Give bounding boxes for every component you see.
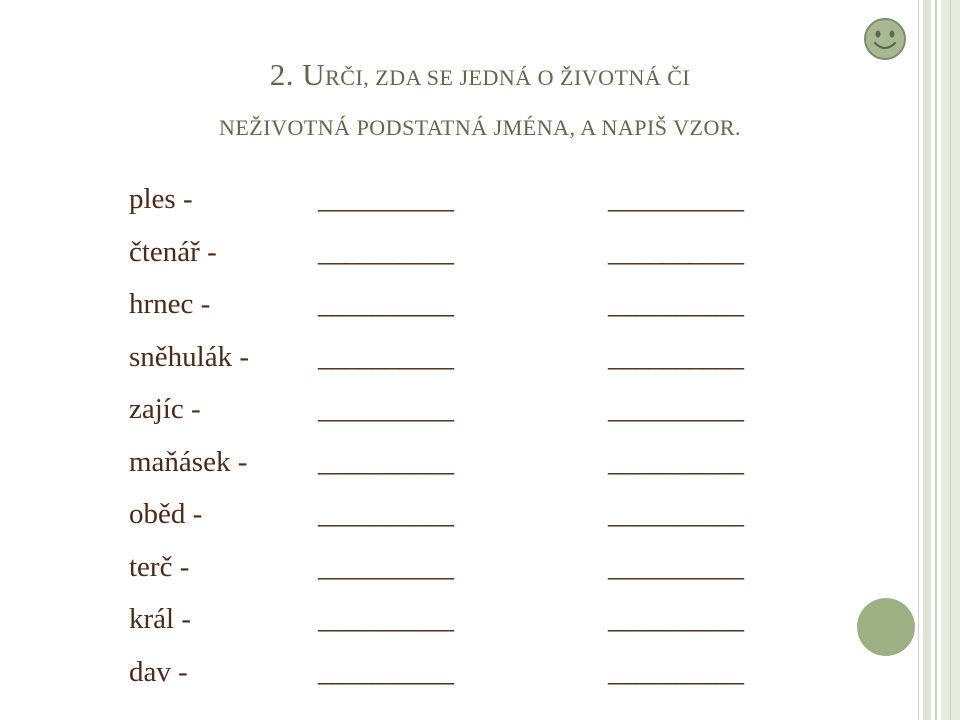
answer-blank-pattern: __________ bbox=[608, 393, 743, 425]
answer-blank-pattern: __________ bbox=[608, 340, 743, 373]
answer-blank-animacy: __________ bbox=[318, 550, 453, 583]
answer-blank-pattern: __________ bbox=[608, 498, 743, 530]
title-number: 2. bbox=[269, 57, 294, 92]
page-title-line-2 bbox=[0, 107, 960, 143]
answer-blank-animacy: __________ bbox=[318, 445, 453, 478]
noun-word: čtenář - bbox=[129, 235, 217, 268]
answer-blank-animacy: __________ bbox=[318, 288, 453, 320]
smiley-face-icon bbox=[862, 16, 908, 62]
noun-word: dav - bbox=[129, 655, 188, 688]
answer-blank-animacy: __________ bbox=[318, 498, 453, 530]
noun-word: terč - bbox=[129, 550, 190, 583]
answer-blank-animacy: __________ bbox=[318, 603, 453, 635]
answer-blank-animacy: __________ bbox=[318, 655, 453, 688]
noun-word: zajíc - bbox=[129, 393, 201, 425]
noun-word: hrnec - bbox=[129, 288, 211, 320]
answer-blank-animacy: __________ bbox=[318, 235, 453, 268]
decorative-circle bbox=[857, 598, 915, 656]
noun-word: sněhulák - bbox=[129, 340, 249, 373]
title-initial: U bbox=[302, 57, 326, 92]
answer-blank-pattern: __________ bbox=[608, 550, 743, 583]
answer-blank-pattern: __________ bbox=[608, 603, 743, 635]
answer-blank-pattern: __________ bbox=[608, 445, 743, 478]
page-title-line-1 bbox=[0, 57, 960, 93]
answer-blank-pattern: __________ bbox=[608, 655, 743, 688]
noun-word: ples - bbox=[129, 183, 193, 215]
answer-blank-animacy: __________ bbox=[318, 393, 453, 425]
title-line-1-text: RČI, ZDA SE JEDNÁ O ŽIVOTNÁ ČI bbox=[325, 65, 691, 90]
title-line-2-text: NEŽIVOTNÁ PODSTATNÁ JMÉNA, A NAPIŠ VZOR. bbox=[218, 115, 742, 140]
answer-blank-animacy: __________ bbox=[318, 183, 453, 215]
noun-word: král - bbox=[129, 603, 191, 635]
answer-blank-pattern: __________ bbox=[608, 183, 743, 215]
answer-blank-animacy: __________ bbox=[318, 340, 453, 373]
answer-blank-pattern: __________ bbox=[608, 288, 743, 320]
noun-word: oběd - bbox=[129, 498, 203, 530]
answer-blank-pattern: __________ bbox=[608, 235, 743, 268]
noun-word: maňásek - bbox=[129, 445, 248, 478]
